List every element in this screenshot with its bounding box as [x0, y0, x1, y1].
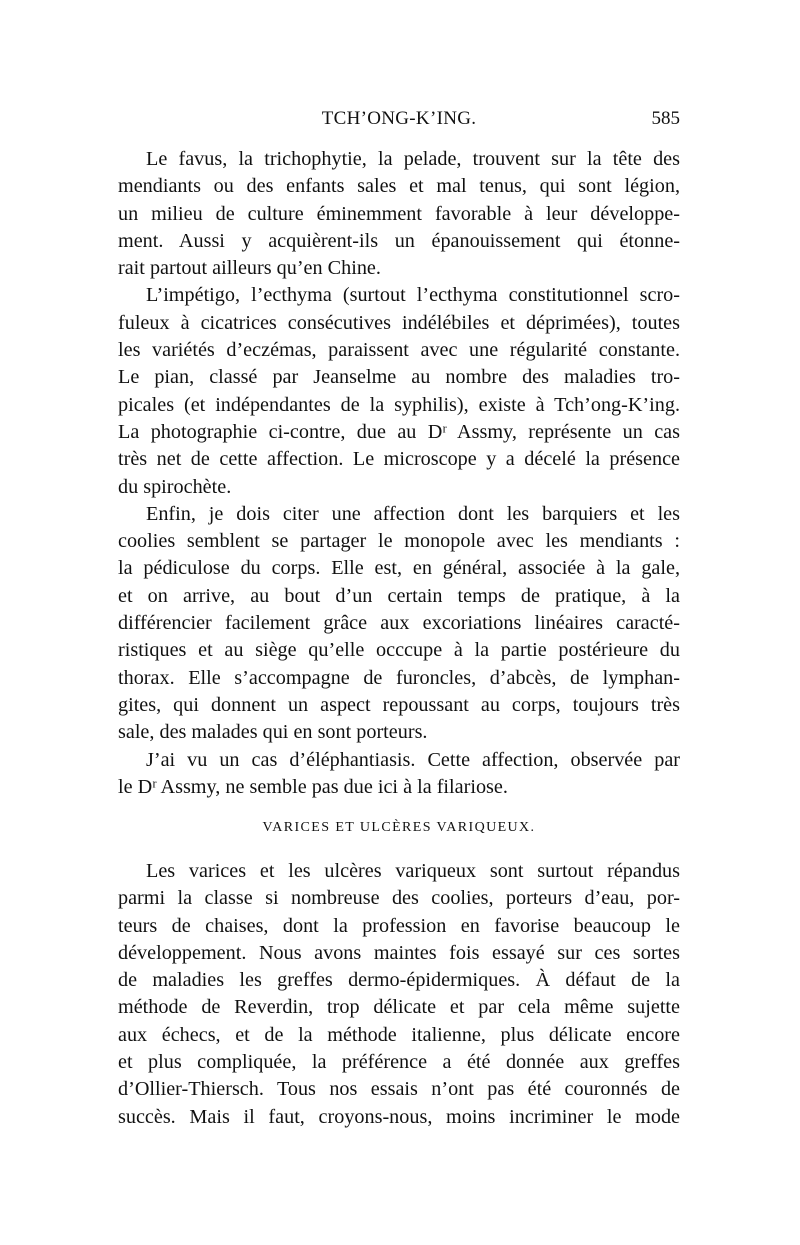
text-line: le Dʳ Assmy, ne semble pas due ici à la filariose.	[118, 775, 508, 798]
text-line: et on arrive, au bout d’un certain temps de pratique, à la	[118, 584, 680, 607]
text-line: méthode de Reverdin, trop délicate et par cela même sujette	[118, 996, 680, 1019]
body-text-section-1	[118, 146, 680, 801]
text-line: coolies semblent se partager le monopole avec les mendiants :	[118, 530, 680, 553]
page-number: 585	[651, 108, 680, 129]
text-line: succès. Mais il faut, croyons-nous, moins incriminer le mode	[118, 1105, 680, 1128]
body-text-section-2	[118, 858, 680, 1131]
section-heading: VARICES ET ULCÈRES VARIQUEUX.	[262, 820, 536, 835]
text-line: différencier facilement grâce aux excoriations linéaires caracté-	[118, 612, 680, 635]
text-line: Le pian, classé par Jeanselme au nombre des maladies tro-	[118, 366, 680, 389]
text-line: les variétés d’eczémas, paraissent avec une régularité constante.	[118, 339, 680, 362]
text-line: de maladies les greffes dermo-épidermiques. À défaut de la	[118, 969, 680, 992]
text-line: sale, des malades qui en sont porteurs.	[118, 721, 428, 744]
text-line: Le favus, la trichophytie, la pelade, trouvent sur la tête des	[146, 148, 680, 170]
text-line: développement. Nous avons maintes fois essayé sur ces sortes	[118, 941, 680, 964]
text-line: ristiques et au siège qu’elle occcupe à la partie postérieure du	[118, 639, 680, 662]
text-line: thorax. Elle s’accompagne de furoncles, d’abcès, de lymphan-	[118, 666, 680, 689]
text-line: teurs de chaises, dont la profession en favorise beaucoup le	[118, 914, 680, 937]
running-title: TCH’ONG-K’ING.	[321, 108, 477, 129]
text-line: picales (et indépendantes de la syphilis), existe à Tch’ong-K’ing.	[118, 393, 680, 416]
text-line: ment. Aussi y acquièrent-ils un épanouissement qui étonne-	[118, 229, 680, 252]
text-line: L’impétigo, l’ecthyma (surtout l’ecthyma constitutionnel scro-	[146, 284, 680, 307]
text-line: aux échecs, et de la méthode italienne, plus délicate encore	[118, 1023, 680, 1046]
text-line: très net de cette affection. Le microscope y a décelé la présence	[118, 448, 680, 471]
text-line: parmi la classe si nombreuse des coolies, porteurs d’eau, por-	[118, 887, 680, 910]
text-line: Enfin, je dois citer une affection dont les barquiers et les	[146, 502, 680, 525]
running-head	[118, 108, 680, 138]
text-line: J’ai vu un cas d’éléphantiasis. Cette affection, observée par	[146, 748, 680, 771]
text-line: mendiants ou des enfants sales et mal tenus, qui sont légion,	[118, 175, 680, 198]
text-line: un milieu de culture éminemment favorable à leur développe-	[118, 202, 680, 225]
text-line: Les varices et les ulcères variqueux sont surtout répandus	[146, 860, 680, 882]
text-line: gites, qui donnent un aspect repoussant au corps, toujours très	[118, 693, 680, 716]
text-line: du spirochète.	[118, 475, 232, 498]
text-line: fuleux à cicatrices consécutives indélébiles et déprimées), toutes	[118, 311, 680, 334]
text-line: la pédiculose du corps. Elle est, en général, associée à la gale,	[118, 557, 680, 580]
text-line: d’Ollier-Thiersch. Tous nos essais n’ont pas été couronnés de	[118, 1078, 680, 1101]
text-line: La photographie ci-contre, due au Dʳ Assmy, représente un cas	[118, 420, 680, 443]
text-line: et plus compliquée, la préférence a été donnée aux greffes	[118, 1051, 680, 1074]
text-line: rait partout ailleurs qu’en Chine.	[118, 257, 381, 280]
